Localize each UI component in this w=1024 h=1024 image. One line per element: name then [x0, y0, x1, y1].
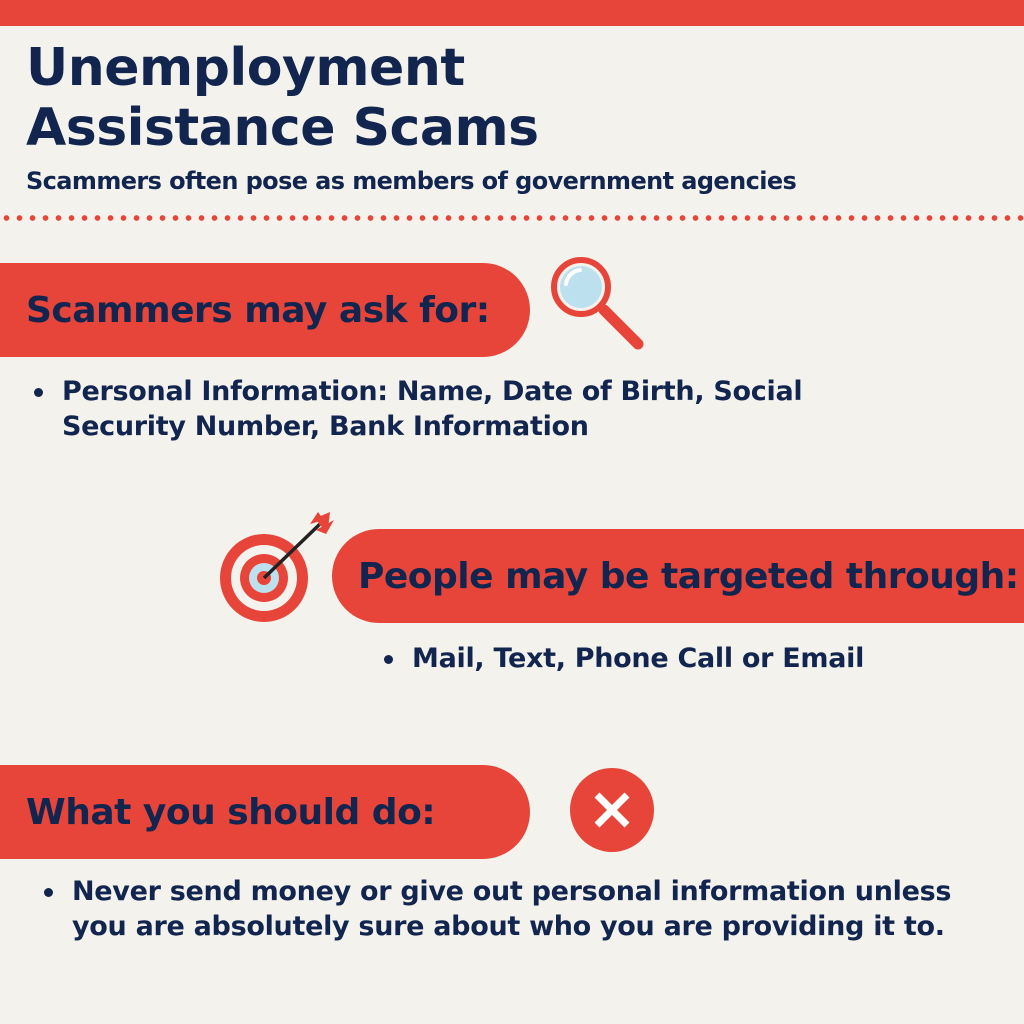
list-item-text: Mail, Text, Phone Call or Email: [412, 643, 865, 674]
magnifying-glass-icon: [548, 254, 648, 354]
bullet-dot: [384, 655, 393, 664]
bullet-dot: [44, 888, 53, 897]
ask-for-list: [28, 374, 888, 444]
top-accent-bar: [0, 0, 1024, 26]
list-item-text: Personal Information: Name, Date of Birth, Social Security Number, Bank Information: [62, 376, 803, 442]
target-arrow-icon: [218, 510, 336, 628]
list-item-text: Never send money or give out personal information unless you are absolutely sure about who you are providing it to.: [72, 876, 952, 942]
page-subtitle: Scammers often pose as members of government agencies: [26, 167, 797, 195]
targeted-through-list: [378, 641, 978, 676]
section-header-targeted-through: [332, 529, 1024, 623]
list-item: [28, 374, 888, 444]
section-heading: People may be targeted through:: [358, 555, 1019, 597]
section-heading: Scammers may ask for:: [26, 289, 490, 331]
close-icon: [570, 768, 654, 852]
list-item: [378, 641, 978, 676]
section-header-what-to-do: [0, 765, 530, 859]
dotted-divider: [0, 213, 1024, 223]
x-circle-icon: [570, 768, 654, 852]
bullet-dot: [34, 388, 43, 397]
page-title: Unemployment Assistance Scams: [26, 38, 539, 158]
what-to-do-list: [38, 874, 1008, 944]
section-header-ask-for: [0, 263, 530, 357]
list-item: [38, 874, 1008, 944]
section-heading: What you should do:: [26, 791, 436, 833]
